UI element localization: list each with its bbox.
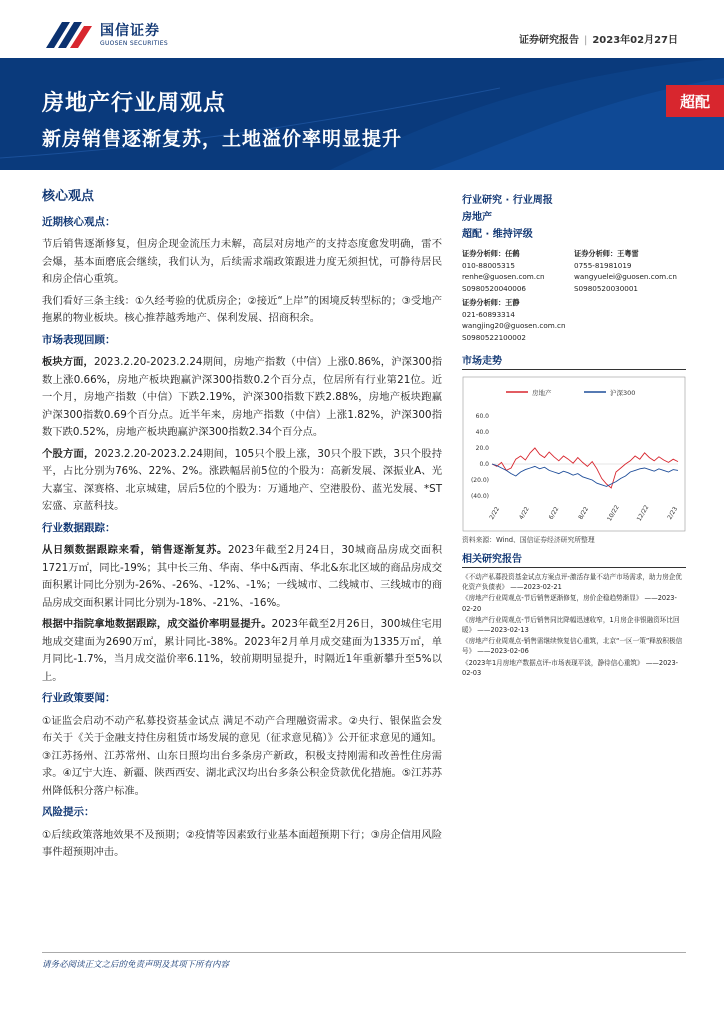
y-tick-label: (40.0) (470, 493, 489, 500)
analyst-name: 王粤雷 (617, 249, 639, 258)
series-line-csi300 (492, 464, 678, 486)
report-subtitle: 新房销售逐渐复苏，土地溢价率明显提升 (42, 128, 403, 150)
analyst-email[interactable]: wangjing20@guosen.com.cn (462, 321, 566, 330)
analyst-card (574, 248, 686, 294)
y-tick-label: 0.0 (479, 461, 489, 468)
core-views-column (42, 188, 442, 866)
related-report-link[interactable]: 《房地产行业周观点-节后销售同比降幅迅速收窄，1月房企非银融资环比回暖》 ——2023-02-13 (462, 615, 680, 635)
related-report-link[interactable]: 《房地产行业周观点-销售需继续恢复信心重筑，北京“一区一策”释放积极信号》 ——2023-02-06 (462, 637, 683, 656)
sector-body: 2023.2.20-2023.2.24期间，房地产指数（中信）上涨0.86%，沪深300指数上涨0.66%，房地产板块跑赢沪深300指数0.2个百分点，位居所有行业第21位。近一个月，房地产指数（中信）下跌2.19%，沪深300指数下跌2.88%，房地产板块跑赢沪深300指数0.69个百分点。近半年来，房地产指数（中信）上涨1.82%，沪深300指数下跌0.52%，房地产板块跑赢沪深300指数2.34个百分点。 (42, 356, 443, 438)
logo-text-cn: 国信证券 (100, 22, 160, 39)
market-trend-title: 市场走势 (462, 352, 686, 370)
x-tick-label: 12/22 (635, 504, 651, 523)
analyst-phone: 010-88005315 (462, 260, 515, 270)
rating-badge: 超配 (666, 85, 724, 117)
x-tick-label: 6/22 (547, 505, 561, 521)
industry-name: 房地产 (462, 212, 492, 223)
analyst-phone: 0755-81981019 (574, 260, 632, 270)
x-tick-label: 2/22 (488, 505, 502, 521)
x-tick-label: 2/23 (666, 505, 680, 521)
legend-label: 房地产 (532, 389, 552, 397)
disclaimer-note: 请务必阅读正文之后的免责声明及其项下所有内容 (42, 960, 230, 970)
analyst-phone: 021-60893314 (462, 309, 515, 319)
analyst-card (462, 297, 574, 343)
analyst-cert: S0980520030001 (574, 283, 639, 293)
x-tick-label: 8/22 (577, 505, 591, 521)
sidebar-column (462, 192, 686, 679)
section-heading-market-review: 市场表现回顾： (42, 333, 116, 346)
analyst-list (462, 248, 686, 346)
paragraph-policy-news: ①证监会启动不动产私募投资基金试点 满足不动产合理融资需求。②央行、银保监会发布关于《关于金融支持住房租赁市场发展的意见（征求意见稿）》公开征求意见的通知。③江苏扬州、江苏常州、山东日照均出台多条房产新政，积极支持刚需和改善性住房需求。④辽宁大连、新疆、陕西西安、湖北武汉均出台多条公积金贷款优化措施。⑤江苏苏州降低积分落户标准。 (42, 714, 442, 797)
report-meta (519, 31, 678, 46)
analyst-name: 王静 (505, 298, 520, 307)
land-data-lead: 根据中指院拿地数据跟踪，成交溢价率明显提升。 (42, 618, 272, 630)
paragraph-recent-view: 节后销售逐渐修复，但房企现金流压力未解，高层对房地产的支持态度愈发明确，雷不会爆，基本面磨底会继续，我们认为，后续需求端政策跟进力度无须担忧，可静待居民和房企信心重筑。 (42, 238, 442, 285)
footer-divider (42, 952, 686, 953)
stocks-body: 2023.2.20-2023.2.24期间，105只个股上涨，30只个股下跌，3只个股持平，占比分别为76%、22%、2%。涨跌幅居前5位的个股为：高新发展、深振业A、光大嘉宝、深赛格、北京城建，居后5位的个股为：万通地产、空港股份、蓝光发展、*ST宏盛、京蓝科技。 (42, 447, 442, 512)
company-logo (44, 20, 168, 50)
market-trend-chart (462, 376, 686, 532)
rating-line: 超配 · 维持评级 (462, 229, 533, 240)
legend-label: 沪深300 (610, 389, 636, 397)
analyst-label: 证券分析师： (462, 298, 506, 307)
analyst-card (462, 248, 574, 294)
paragraph-risk: ①后续政策落地效果不及预期；②疫情等因素致行业基本面超预期下行；③房企信用风险事件超预期冲击。 (42, 828, 442, 858)
paragraph-land-data (42, 616, 442, 686)
chart-source: 资料来源：Wind、国信证券经济研究所整理 (462, 536, 595, 544)
land-data-body: 2023年截至2月26日，300城住宅用地成交建面为2690万㎡，累计同比-38%。2023年2月单月成交建面为1335万㎡，单月同比-1.7%，当月成交溢价率6.11%，较前期明显提升，时隔近1年重新攀升至5%以上。 (42, 618, 443, 683)
paragraph-sector (42, 354, 442, 442)
section-heading-recent-views: 近期核心观点： (42, 215, 116, 228)
y-tick-label: (20.0) (470, 477, 489, 484)
analyst-cert: S0980522100002 (462, 332, 527, 342)
core-views-title: 核心观点 (42, 189, 95, 204)
paragraph-stocks (42, 446, 442, 516)
related-report-link[interactable]: 《不动产私募投资基金试点方案点评-激活存量不动产市场需求，助力房企优化资产负债表》 ——2023-02-21 (462, 573, 682, 592)
analyst-cert: S0980520040006 (462, 283, 527, 293)
related-report-link[interactable]: 《2023年1月房地产数据点评-市场表现平淡，静待信心重筑》 ——2023-02-03 (462, 658, 679, 677)
logo-text-en: GUOSEN SECURITIES (100, 39, 169, 47)
report-date: 2023年02月27日 (592, 35, 678, 46)
series-line-real-estate (492, 448, 678, 488)
sector-lead: 板块方面， (42, 356, 94, 368)
report-title: 房地产行业周观点 (42, 91, 227, 116)
analyst-label: 证券分析师： (574, 249, 618, 258)
paragraph-daily-data (42, 542, 442, 612)
daily-data-body: 2023年截至2月24日，30城商品房成交面积1721万㎡，同比-19%；其中长三角、华南、华中&西南、华北&东北区域的商品房成交面积累计同比分别为-26%、-26%、-12%、-1%；一线城市、二线城市、三线城市的商品房成交面积累计同比分别为-18%、-21%、-16%。 (42, 544, 442, 609)
analyst-label: 证券分析师： (462, 249, 506, 258)
y-tick-label: 40.0 (475, 429, 489, 436)
x-tick-label: 10/22 (606, 504, 621, 523)
report-type: 证券研究报告 (518, 35, 579, 46)
related-report-link[interactable]: 《房地产行业周观点-节后销售逐渐修复，房价企稳趋势渐显》 ——2023-02-20 (462, 594, 677, 613)
section-heading-risk: 风险提示： (42, 806, 95, 818)
analyst-email[interactable]: wangyuelei@guosen.com.cn (574, 272, 677, 281)
related-research-list (462, 572, 686, 678)
paragraph-main-lines: 我们看好三条主线：①久经考验的优质房企；②接近“上岸”的困境反转型标的；③受地产拖累的物业板块。核心推荐越秀地产、保利发展、招商积余。 (42, 294, 442, 324)
x-tick-label: 4/22 (517, 505, 531, 521)
section-heading-data-tracking: 行业数据跟踪： (42, 521, 116, 534)
y-tick-label: 60.0 (475, 413, 489, 420)
report-category: 行业研究 · 行业周报 (462, 195, 553, 206)
daily-data-lead: 从日频数据跟踪来看，销售逐渐复苏。 (42, 544, 228, 556)
guosen-logo-icon (44, 20, 94, 50)
stocks-lead: 个股方面， (42, 447, 95, 460)
analyst-email[interactable]: renhe@guosen.com.cn (462, 272, 545, 281)
analyst-name: 任鹤 (505, 249, 520, 258)
y-tick-label: 20.0 (475, 445, 489, 452)
trend-chart-svg (462, 376, 686, 532)
meta-separator: | (583, 35, 588, 46)
section-heading-policy-news: 行业政策要闻： (42, 692, 116, 704)
title-banner (0, 58, 724, 170)
related-research-title: 相关研究报告 (462, 550, 686, 568)
